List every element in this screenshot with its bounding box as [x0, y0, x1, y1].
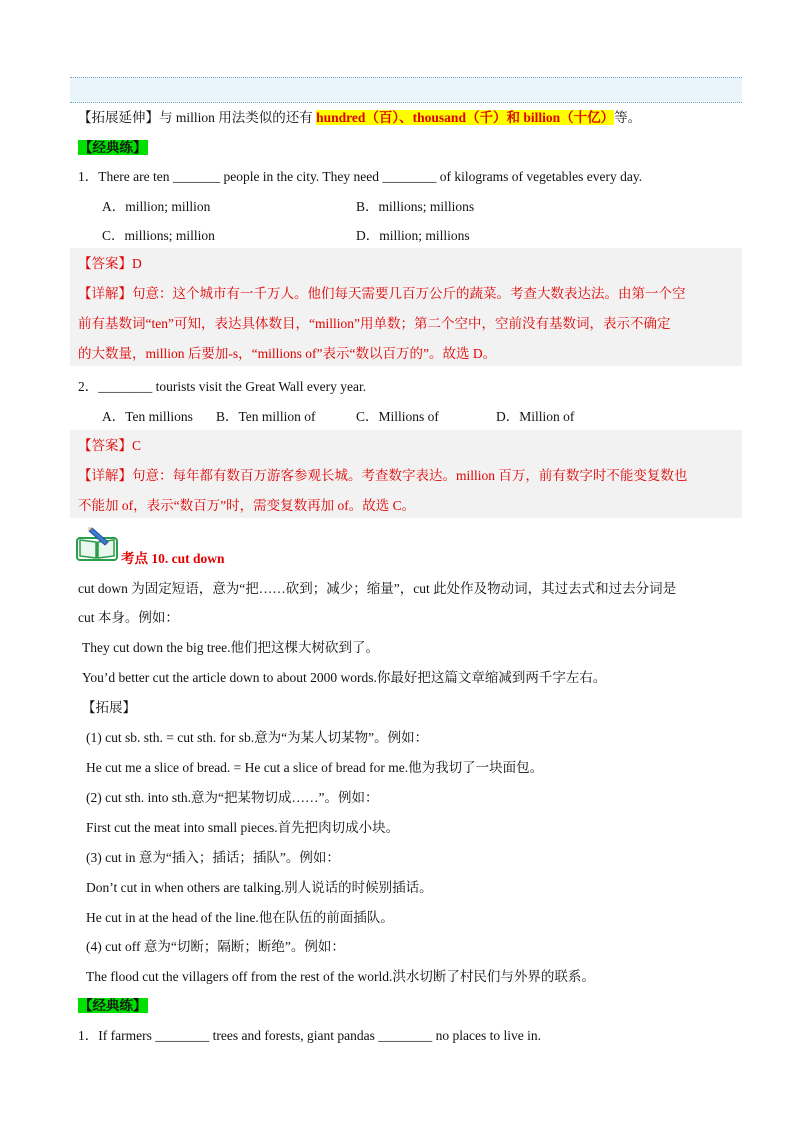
q1-explain-line-3: 的大数量，million 后要加-s，“millions of”表示“数以百万的”。故选 D。: [78, 346, 497, 361]
practice2-heading-row: [78, 994, 148, 1014]
book-pencil-icon: [76, 526, 120, 562]
q1-explain-line-2: 前有基数词“ten”可知，表达具体数目，“million”用单数；第二个空中，空前没有基数词，表示不确定: [78, 316, 671, 331]
q1-option-c: C．millions; million: [102, 228, 215, 243]
extension-example-2: First cut the meat into small pieces.首先把肉切成小块。: [86, 820, 400, 835]
practice-heading: 【经典练】: [79, 140, 147, 155]
extension-highlight: hundred（百）、thousand（千）和 billion（十亿）: [316, 110, 615, 125]
q1-option-a: A．million; million: [102, 199, 211, 214]
question-1: 1．There are ten _______ people in the city. They need ________ of kilograms of vegetables every day.: [78, 169, 643, 184]
q2-explain-line-1: 【详解】句意：每年都有数百万游客参观长城。考查数字表达。million 百万，前有数字时不能变复数也: [78, 468, 688, 483]
extension-note: [78, 106, 641, 126]
extension-item-4: (4) cut off 意为“切断；隔断；断绝”。例如：: [86, 939, 345, 954]
extension-item-3: (3) cut in 意为“插入；插话；插队”。例如：: [86, 850, 340, 865]
extension-item-1: (1) cut sb. sth. = cut sth. for sb.意为“为某人切某物”。例如：: [86, 730, 429, 745]
extension-item-2: (2) cut sth. into sth.意为“把某物切成……”。例如：: [86, 790, 379, 805]
q1-explain-line-1: 【详解】句意：这个城市有一千万人。他们每天需要几百万公斤的蔬菜。考查大数表达法。由第一个空: [78, 286, 686, 301]
practice2-question-1: 1．If farmers ________ trees and forests, giant pandas ________ no places to live in.: [78, 1028, 542, 1043]
topic-heading: 考点 10. cut down: [121, 551, 225, 566]
extension-heading: 【拓展】: [82, 700, 136, 715]
extension-example-3a: Don’t cut in when others are talking.别人说话的时候别插话。: [86, 880, 433, 895]
q1-option-d: D．million; millions: [356, 228, 470, 243]
extension-suffix: 等。: [614, 110, 642, 125]
top-banner-box: [70, 77, 742, 103]
topic-line-1: cut down 为固定短语，意为“把……砍到；减少；缩量”，cut 此处作及物动词，其过去式和过去分词是: [78, 581, 677, 596]
practice1-heading-row: [78, 136, 148, 156]
q2-option-a: A．Ten millions: [102, 409, 193, 424]
q1-option-b: B．millions; millions: [356, 199, 475, 214]
example-line-2: You’d better cut the article down to about 2000 words.你最好把这篇文章缩减到两千字左右。: [82, 670, 607, 685]
extension-prefix: 【拓展延伸】与 million 用法类似的还有: [78, 110, 317, 125]
extension-example-1: He cut me a slice of bread. = He cut a slice of bread for me.他为我切了一块面包。: [86, 760, 544, 775]
q2-option-c: C．Millions of: [356, 409, 439, 424]
q2-explain-line-2: 不能加 of，表示“数百万”时，需变复数再加 of。故选 C。: [78, 498, 416, 513]
q2-answer-box: [70, 430, 742, 518]
extension-example-4: The flood cut the villagers off from the rest of the world.洪水切断了村民们与外界的联系。: [86, 969, 595, 984]
q2-answer: 【答案】C: [78, 438, 142, 453]
q2-option-d: D．Million of: [496, 409, 575, 424]
example-line-1: They cut down the big tree.他们把这棵大树砍到了。: [82, 640, 379, 655]
q1-answer: 【答案】D: [78, 256, 142, 271]
question-2: 2．________ tourists visit the Great Wall every year.: [78, 379, 367, 394]
q1-answer-box: [70, 248, 742, 366]
topic-line-2: cut 本身。例如：: [78, 610, 179, 625]
q2-option-b: B．Ten million of: [216, 409, 316, 424]
practice-heading-2: 【经典练】: [79, 998, 147, 1013]
extension-example-3b: He cut in at the head of the line.他在队伍的前面插队。: [86, 910, 394, 925]
